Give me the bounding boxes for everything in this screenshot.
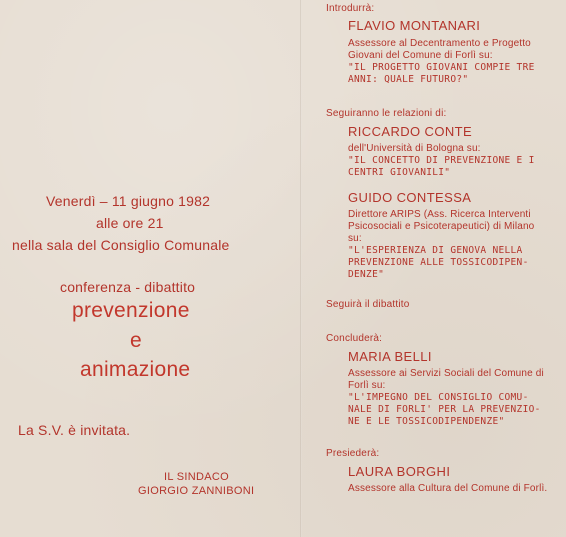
event-title-line3: animazione <box>80 358 191 381</box>
event-type: conferenza - dibattito <box>60 279 196 295</box>
speaker-name-borghi: LAURA BORGHI <box>348 464 451 479</box>
speaker-name-contessa: GUIDO CONTESSA <box>348 190 472 205</box>
conclude-label: Concluderà: <box>326 333 383 344</box>
speaker-name-belli: MARIA BELLI <box>348 349 432 364</box>
followed-label: Seguiranno le relazioni di: <box>326 108 447 119</box>
event-title-line1: prevenzione <box>72 299 190 322</box>
speaker-topic-conte-2: CENTRI GIOVANILI" <box>348 167 451 178</box>
speaker-desc-belli-1: Assessore ai Servizi Sociali del Comune di <box>348 368 544 379</box>
speaker-topic-belli-2: NALE DI FORLI' PER LA PREVENZIO- <box>348 404 541 415</box>
page-fold <box>300 0 302 537</box>
chair-label: Presiederà: <box>326 448 380 459</box>
speaker-desc-montanari-1: Assessore al Decentramento e Progetto <box>348 38 531 49</box>
signature-name: GIORGIO ZANNIBONI <box>138 485 255 497</box>
speaker-topic-contessa-3: DENZE" <box>348 269 385 280</box>
invitation-text: La S.V. è invitata. <box>18 422 131 438</box>
speaker-topic-belli-3: NE E LE TOSSICODIPENDENZE" <box>348 416 505 427</box>
event-title-line2: e <box>130 329 142 352</box>
speaker-desc-borghi-1: Assessore alla Cultura del Comune di Forlì. <box>348 483 548 494</box>
speaker-desc-contessa-1: Direttore ARIPS (Ass. Ricerca Interventi <box>348 209 531 220</box>
speaker-desc-contessa-3: su: <box>348 233 362 244</box>
event-time: alle ore 21 <box>96 215 164 231</box>
speaker-desc-conte-1: dell'Università di Bologna su: <box>348 143 481 154</box>
speaker-name-conte: RICCARDO CONTE <box>348 124 473 139</box>
speaker-desc-contessa-2: Psicosociali e Psicoterapeutici) di Milano <box>348 221 535 232</box>
signature-role: IL SINDACO <box>164 471 229 483</box>
speaker-desc-montanari-2: Giovani del Comune di Forlì su: <box>348 50 493 61</box>
debate-label: Seguirà il dibattito <box>326 299 410 310</box>
speaker-topic-montanari-2: ANNI: QUALE FUTURO?" <box>348 74 469 85</box>
speaker-topic-contessa-1: "L'ESPERIENZA DI GENOVA NELLA <box>348 245 523 256</box>
speaker-topic-conte-1: "IL CONCETTO DI PREVENZIONE E I <box>348 155 535 166</box>
speaker-topic-contessa-2: PREVENZIONE ALLE TOSSICODIPEN- <box>348 257 529 268</box>
speaker-topic-belli-1: "L'IMPEGNO DEL CONSIGLIO COMU- <box>348 392 529 403</box>
speaker-topic-montanari-1: "IL PROGETTO GIOVANI COMPIE TRE <box>348 62 535 73</box>
event-place: nella sala del Consiglio Comunale <box>12 237 230 253</box>
event-date: Venerdì – 11 giugno 1982 <box>46 193 211 209</box>
speaker-desc-belli-2: Forlì su: <box>348 380 386 391</box>
intro-label: Introdurrà: <box>326 3 375 14</box>
speaker-name-montanari: FLAVIO MONTANARI <box>348 18 481 33</box>
